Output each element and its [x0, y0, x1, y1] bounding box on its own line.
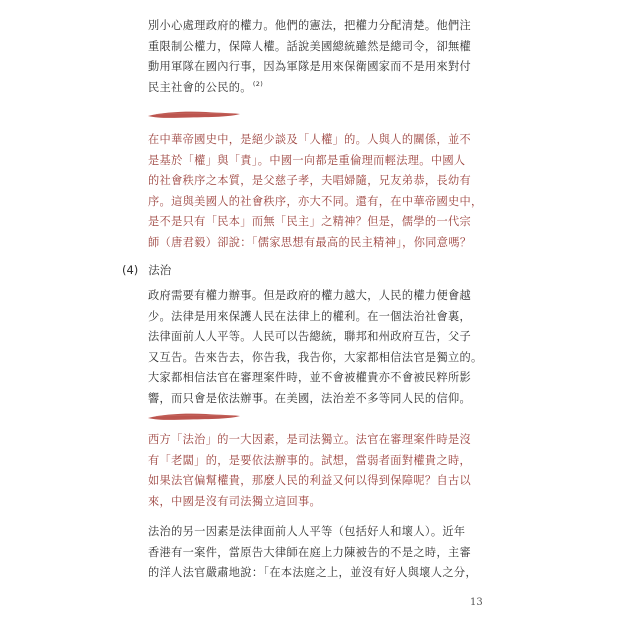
brush-stroke-divider — [146, 108, 242, 122]
text-line: 動用軍隊在國內行事，因為軍隊是用來保衛國家而不是用來對付 — [148, 60, 472, 74]
page-number: 13 — [470, 597, 483, 608]
text-line: 是基於「權」與「責」。中國一向都是重倫理而輕法理。中國人 — [148, 153, 466, 167]
footnote-marker: (2) — [252, 80, 264, 89]
text-line: 政府需要有權力辦事。但是政府的權力越大，人民的權力便會越 — [148, 289, 472, 302]
text-line: 在中華帝國史中，是絕少談及「人權」的。人與人的關係，並不 — [148, 133, 472, 146]
text-line: 師（唐君毅）卻說：「儒家思想有最高的民主精神」，你同意嗎？ — [148, 235, 472, 249]
text-line: 法律面前人人平等。人民可以告總統，聯邦和州政府互告，父子 — [148, 330, 472, 344]
body-paragraph-1 — [148, 16, 472, 98]
section-heading — [122, 262, 171, 278]
brush-stroke-divider — [146, 410, 242, 424]
text-line: 的社會秩序之本質，是父慈子孝，夫唱婦隨，兄友弟恭，長幼有 — [148, 174, 472, 188]
section-title: 法治 — [148, 263, 172, 277]
section-number: (4) — [122, 263, 139, 277]
text-line-content: 民主社會的公民的。 — [148, 80, 252, 94]
commentary-note-1 — [148, 130, 483, 254]
text-line: 的洋人法官嚴肅地說：「在本法庭之上，並沒有好人與壞人之分， — [148, 566, 477, 580]
text-line: 西方「法治」的一大因素，是司法獨立。法官在審理案件時是沒 — [148, 433, 472, 446]
commentary-note-2 — [148, 430, 472, 512]
text-line: 大家都相信法官在審理案件時，並不會被權貴亦不會被民粹所影 — [148, 371, 472, 385]
text-line: 法治的另一因素是法律面前人人平等（包括好人和壞人）。近年 — [148, 525, 466, 538]
text-line: 序。這與美國人的社會秩序，亦大不同。還有，在中華帝國史中， — [148, 194, 483, 208]
text-line: 重限制公權力，保障人權。話說美國總統雖然是總司令，卻無權 — [148, 39, 472, 53]
text-line: 如果法官偏幫權貴，那麼人民的利益又何以得到保障呢？自古以 — [148, 474, 472, 488]
text-line: 又互告。告來告去，你告我，我告你，大家都相信法官是獨立的。 — [148, 350, 483, 364]
text-line: 有「老闆」的，是要依法辦事的。試想，當弱者面對權貴之時， — [148, 453, 472, 467]
text-line: 是不是只有「民本」而無「民主」之精神？但是，儒學的一代宗 — [148, 215, 472, 229]
text-line: 響，而只會是依法辦事。在美國，法治差不多等同人民的信仰。 — [148, 391, 472, 405]
text-line — [148, 78, 448, 99]
body-paragraph-2 — [148, 286, 483, 410]
text-line: 來，中國是沒有司法獨立這回事。 — [148, 494, 322, 508]
text-line: 別小心處理政府的權力。他們的憲法，把權力分配清楚。他們注 — [148, 19, 472, 32]
text-line: 香港有一案件，當原告大律師在庭上力陳被告的不是之時，主審 — [148, 545, 472, 559]
body-paragraph-3 — [148, 522, 477, 584]
text-line: 少。法律是用來保護人民在法律上的權利。在一個法治社會裏， — [148, 309, 472, 323]
